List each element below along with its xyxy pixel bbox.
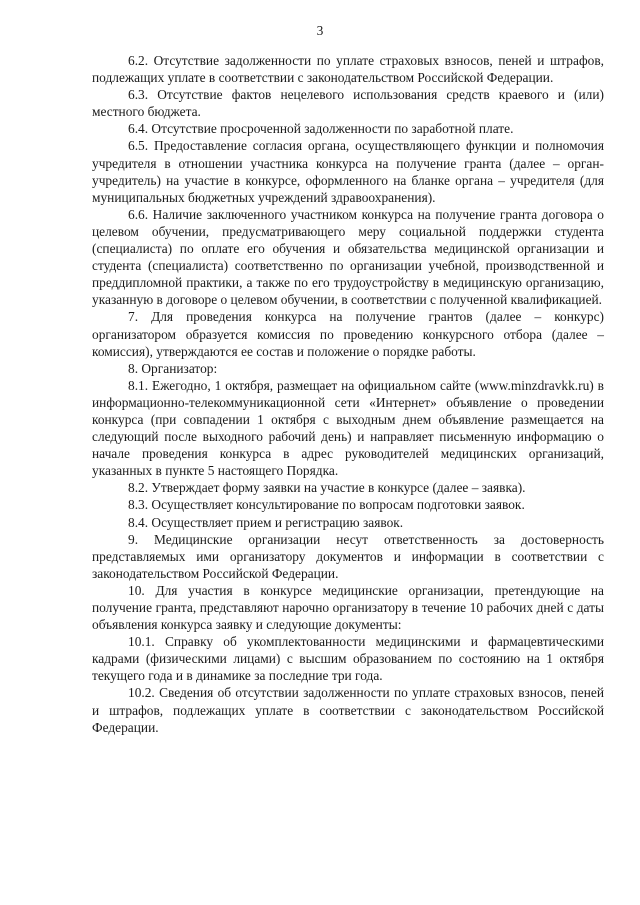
paragraph-8-4: 8.4. Осуществляет прием и регистрацию заявок. <box>128 514 404 530</box>
page-number: 3 <box>316 23 324 38</box>
paragraph-6-4: 6.4. Отсутствие просроченной задолженности по заработной плате. <box>128 121 514 137</box>
paragraph-7: 7. Для проведения конкурса на получение грантов (далее – конкурс) организатором образуется комиссия по проведению конкурсного отбора (далее – комиссия), утверждаются ее состав и положение о порядке работы. <box>92 309 604 359</box>
paragraph-6-6: 6.6. Наличие заключенного участником конкурса на получение гранта договора о целевом обучении, предусматривающего меру социальной поддержки студента (специалиста) по оплате его обучения и обязательства медицинской организации и студента (специалиста) соответственно по организации учебной, производственной и преддипломной практики, а также по его трудоустройству в медицинскую организацию, указанную в договоре о целевом обучении, в соответствии с полученной квалификацией. <box>92 206 604 308</box>
paragraph-6-2: 6.2. Отсутствие задолженности по уплате страховых взносов, пеней и штрафов, подлежащих уплате в соответствии с законодательством Российской Федерации. <box>92 53 604 86</box>
paragraph-9: 9. Медицинские организации несут ответственность за достоверность представляемых ими организатору документов и информации в соответствии с законодательством Российской Федерации. <box>92 531 604 581</box>
document-body <box>92 52 604 736</box>
paragraph-8-2: 8.2. Утверждает форму заявки на участие в конкурсе (далее – заявка). <box>128 480 526 496</box>
paragraph-6-3: 6.3. Отсутствие фактов нецелевого использования средств краевого и (или) местного бюджета. <box>92 87 604 120</box>
paragraph-10-1: 10.1. Справку об укомплектованности медицинскими и фармацевтическими кадрами (физическими лицами) с высшим образованием по состоянию на 1 октября текущего года и в динамике за последние три года. <box>92 634 604 684</box>
paragraph-6-5: 6.5. Предоставление согласия органа, осуществляющего функции и полномочия учредителя в отношении участника конкурса на получение гранта (далее – орган-учредитель) на участие в конкурсе, оформленного на бланке органа – учредителя (для муниципальных бюджетных учреждений здравоохранения). <box>92 138 604 205</box>
paragraph-8-3: 8.3. Осуществляет консультирование по вопросам подготовки заявок. <box>128 497 525 513</box>
paragraph-8-1: 8.1. Ежегодно, 1 октября, размещает на официальном сайте (www.minzdravkk.ru) в информационно-телекоммуникационной сети «Интернет» объявление о проведении конкурса (при совпадении 1 октября с выходным днем объявление размещается на следующий после выходного рабочий день) и направляет письменную информацию о начале проведения конкурса в адрес руководителей медицинских организаций, указанных в пункте 5 настоящего Порядка. <box>92 377 604 479</box>
paragraph-10: 10. Для участия в конкурсе медицинские организации, претендующие на получение гранта, представляют нарочно организатору в течение 10 рабочих дней с даты объявления конкурса заявку и следующие документы: <box>92 582 604 633</box>
paragraph-8: 8. Организатор: <box>128 360 218 376</box>
paragraph-10-2: 10.2. Сведения об отсутствии задолженности по уплате страховых взносов, пеней и штрафов, подлежащих уплате в соответствии с законодательством Российской Федерации. <box>92 685 604 735</box>
